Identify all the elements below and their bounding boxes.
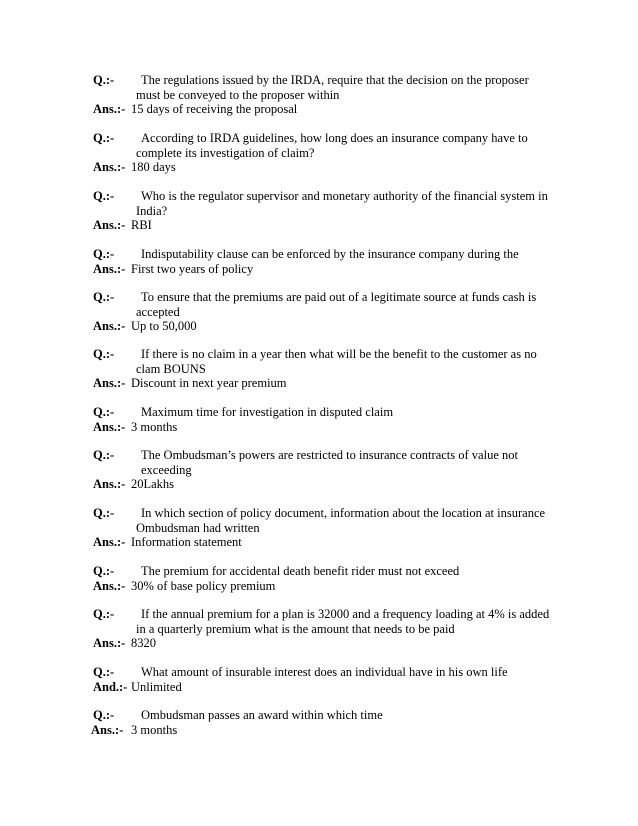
question-label: Q.:- [93,506,115,520]
qa-block [93,665,553,694]
answer-label: Ans.:- [93,218,126,232]
question-label: Q.:- [93,131,115,145]
answer-label: Ans.:- [93,419,126,434]
question-label: Q.:- [93,607,115,621]
answer-label: Ans.:- [93,636,126,650]
question-text: The regulations issued by the IRDA, require that the decision on the proposer must be conveyed to the proposer within [136,73,529,102]
question-label: Q.:- [93,564,115,578]
question-text: The premium for accidental death benefit rider must not exceed [141,564,460,578]
answer-label: Ans.:- [93,102,126,116]
question-text: If the annual premium for a plan is 32000 and a frequency loading at 4% is added in a quarterly premium what is the amount that needs to be paid [136,607,550,636]
question-label: Q.:- [93,347,115,361]
question-label: Q.:- [93,73,115,87]
qa-block [93,347,553,391]
question-label: Q.:- [93,708,115,722]
qa-block [93,448,553,492]
question-label: Q.:- [93,448,115,462]
answer-label: Ans.:- [93,160,126,174]
answer-text: 180 days [131,160,176,174]
question-text: To ensure that the premiums are paid out of a legitimate source at funds cash is accepted [136,290,537,319]
answer-text: RBI [131,218,152,232]
question-text: Maximum time for investigation in disputed claim [141,405,394,419]
qa-block [93,506,553,550]
question-text: In which section of policy document, information about the location at insurance Ombudsman had written [136,506,546,535]
answer-label: Ans.:- [93,477,126,491]
answer-text: 30% of base policy premium [131,578,276,593]
qa-block [93,607,553,651]
qa-block [93,247,553,276]
answer-text: 15 days of receiving the proposal [131,102,298,116]
question-label: Q.:- [93,665,115,679]
answer-text: Information statement [131,535,242,549]
answer-label: Ans.:- [93,535,126,549]
answer-text: 20Lakhs [131,477,175,491]
answer-label: Ans.:- [93,261,126,276]
question-label: Q.:- [93,405,115,419]
answer-label: And.:- [93,679,128,694]
question-text: Ombudsman passes an award within which time [141,708,383,722]
answer-label: Ans.:- [91,722,124,737]
answer-label: Ans.:- [93,578,126,593]
question-text: What amount of insurable interest does an individual have in his own life [141,665,508,679]
answer-text: 8320 [131,636,156,650]
question-text: If there is no claim in a year then what will be the benefit to the customer as no clam BOUNS [136,347,537,376]
qa-block [93,73,553,117]
qa-block [93,405,553,434]
answer-text: Up to 50,000 [131,319,197,333]
answer-label: Ans.:- [93,376,126,390]
question-text: Who is the regulator supervisor and monetary authority of the financial system in India? [136,189,548,218]
answer-text: 3 months [131,419,178,434]
qa-block [93,189,553,233]
answer-text: Discount in next year premium [131,376,287,390]
question-label: Q.:- [93,247,115,261]
qa-block [93,708,553,737]
answer-text: First two years of policy [131,261,254,276]
question-label: Q.:- [93,189,115,203]
qa-block [93,131,553,175]
question-text: Indisputability clause can be enforced by the insurance company during the [141,247,519,261]
answer-text: 3 months [131,722,178,737]
answer-text: Unlimited [131,679,182,694]
qa-block [93,290,553,334]
answer-label: Ans.:- [93,319,126,333]
qa-block [93,564,553,593]
question-text: According to IRDA guidelines, how long does an insurance company have to complete its investigation of claim? [136,131,528,160]
question-label: Q.:- [93,290,115,304]
question-text: The Ombudsman’s powers are restricted to insurance contracts of value not exceeding [141,448,518,477]
